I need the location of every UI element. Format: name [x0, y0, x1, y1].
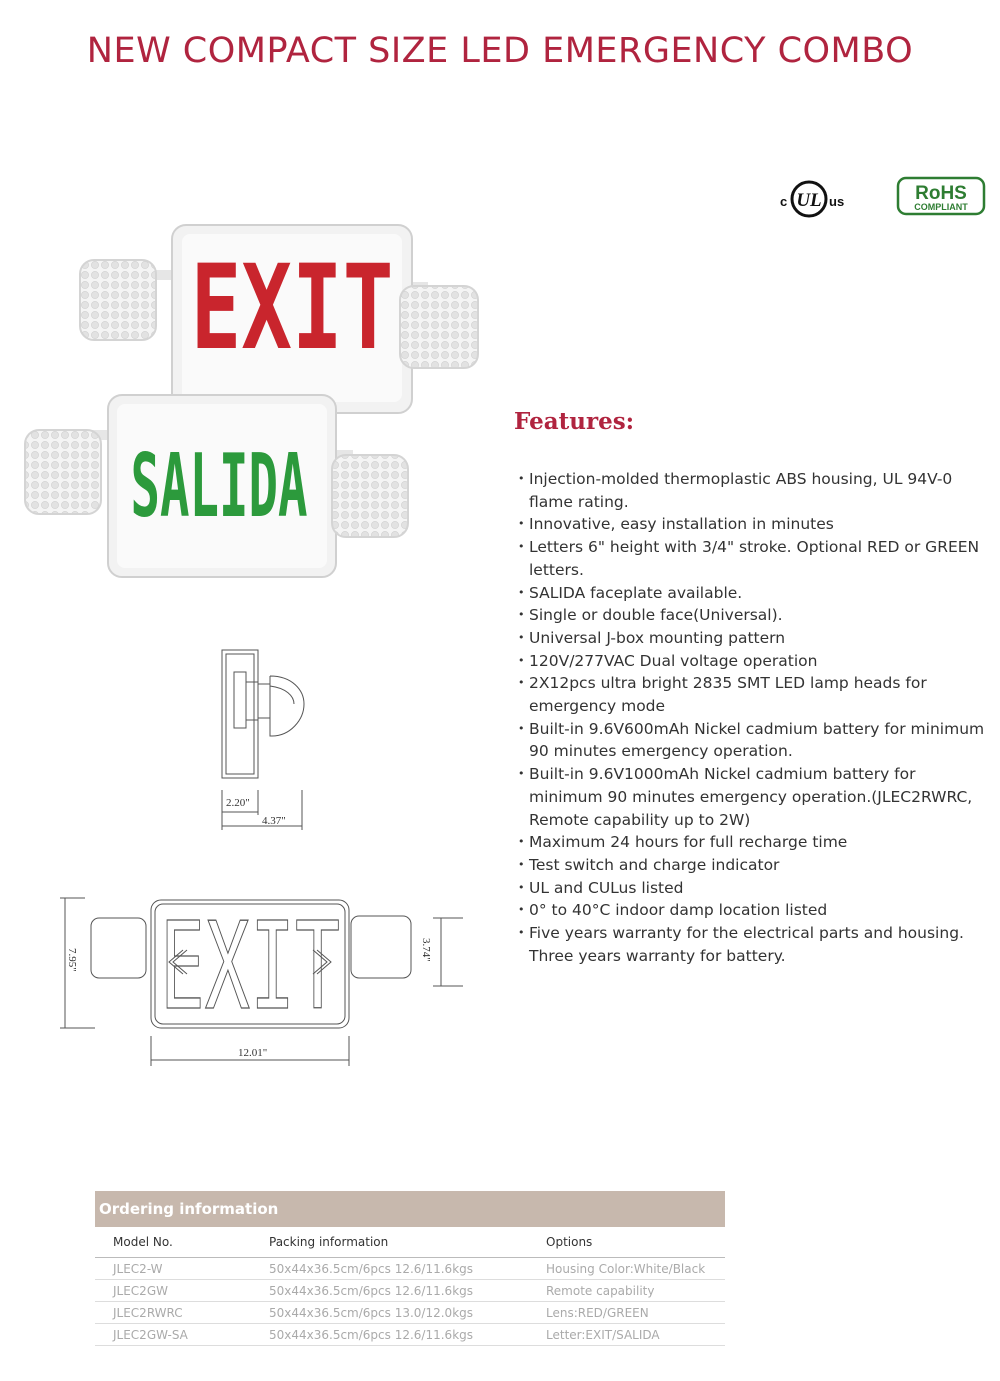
packing-cell: 50x44x36.5cm/6pcs 12.6/11.6kgs: [269, 1258, 546, 1280]
options-cell: Remote capability: [546, 1280, 725, 1302]
svg-text:4.37": 4.37": [262, 815, 286, 827]
table-header-row: [95, 1227, 725, 1258]
svg-text:EXIT: EXIT: [190, 240, 394, 376]
svg-text:12.01": 12.01": [238, 1047, 268, 1059]
lamp-head-icon: [400, 286, 478, 368]
feature-item: • 120V/277VAC Dual voltage operation: [518, 650, 988, 673]
feature-item: • Five years warranty for the electrical parts and housing. Three years warranty for battery.: [518, 922, 988, 967]
model-cell: JLEC2-W: [95, 1258, 269, 1280]
svg-text:UL: UL: [796, 190, 822, 211]
table-row: [95, 1302, 725, 1324]
feature-item: • Injection-molded thermoplastic ABS housing, UL 94V-0 flame rating.: [518, 468, 988, 513]
features-heading: Features:: [514, 408, 635, 435]
feature-item: • Built-in 9.6V600mAh Nickel cadmium battery for minimum 90 minutes emergency operation.: [518, 718, 988, 763]
column-header: Options: [546, 1227, 725, 1258]
lamp-head-icon: [25, 430, 101, 514]
lamp-head-icon: [80, 260, 156, 340]
column-header: Model No.: [95, 1227, 269, 1258]
feature-item: • Test switch and charge indicator: [518, 854, 988, 877]
options-cell: Letter:EXIT/SALIDA: [546, 1324, 725, 1346]
ordering-information: [95, 1191, 725, 1346]
svg-text:us: us: [829, 194, 845, 209]
feature-item: • Letters 6" height with 3/4" stroke. Optional RED or GREEN letters.: [518, 536, 988, 581]
svg-text:SALIDA: SALIDA: [130, 434, 308, 537]
page-title: NEW COMPACT SIZE LED EMERGENCY COMBO: [86, 31, 914, 72]
packing-cell: 50x44x36.5cm/6pcs 12.6/11.6kgs: [269, 1280, 546, 1302]
salida-sign-unit: [25, 395, 408, 577]
svg-text:c: c: [780, 194, 788, 209]
options-cell: Housing Color:White/Black: [546, 1258, 725, 1280]
svg-text:RoHS: RoHS: [915, 183, 967, 204]
rohs-compliant-logo: [898, 178, 984, 214]
front-view-drawing: [55, 888, 475, 1068]
feature-item: • UL and CULus listed: [518, 877, 988, 900]
feature-item: • Built-in 9.6V1000mAh Nickel cadmium battery for minimum 90 minutes emergency operation.(JLEC2RWRC, Remote capability up to 2W): [518, 763, 988, 831]
svg-text:COMPLIANT: COMPLIANT: [914, 202, 968, 212]
ul-listed-logo: [780, 182, 844, 216]
column-header: Packing information: [269, 1227, 546, 1258]
packing-cell: 50x44x36.5cm/6pcs 12.6/11.6kgs: [269, 1324, 546, 1346]
table-row: [95, 1324, 725, 1346]
product-photo: [20, 220, 490, 580]
feature-item: • Universal J-box mounting pattern: [518, 627, 988, 650]
ordering-table: [95, 1227, 725, 1346]
certification-logos: [775, 170, 990, 220]
model-cell: JLEC2GW-SA: [95, 1324, 269, 1346]
feature-item: • SALIDA faceplate available.: [518, 582, 988, 605]
packing-cell: 50x44x36.5cm/6pcs 13.0/12.0kgs: [269, 1302, 546, 1324]
side-view-drawing: [210, 640, 320, 840]
lamp-head-icon: [332, 455, 408, 537]
feature-item: • 0° to 40°C indoor damp location listed: [518, 899, 988, 922]
feature-item: • Innovative, easy installation in minutes: [518, 513, 988, 536]
table-row: [95, 1258, 725, 1280]
svg-text:3.74": 3.74": [420, 938, 432, 962]
options-cell: Lens:RED/GREEN: [546, 1302, 725, 1324]
ordering-heading: Ordering information: [95, 1191, 725, 1227]
model-cell: JLEC2RWRC: [95, 1302, 269, 1324]
model-cell: JLEC2GW: [95, 1280, 269, 1302]
table-row: [95, 1280, 725, 1302]
exit-sign-unit: [80, 225, 478, 413]
feature-item: • 2X12pcs ultra bright 2835 SMT LED lamp heads for emergency mode: [518, 672, 988, 717]
features-list: [518, 468, 988, 967]
feature-item: • Maximum 24 hours for full recharge time: [518, 831, 988, 854]
feature-item: • Single or double face(Universal).: [518, 604, 988, 627]
svg-text:7.95": 7.95": [66, 948, 78, 972]
svg-text:2.20": 2.20": [226, 797, 250, 809]
svg-text:EXIT: EXIT: [159, 896, 341, 1037]
